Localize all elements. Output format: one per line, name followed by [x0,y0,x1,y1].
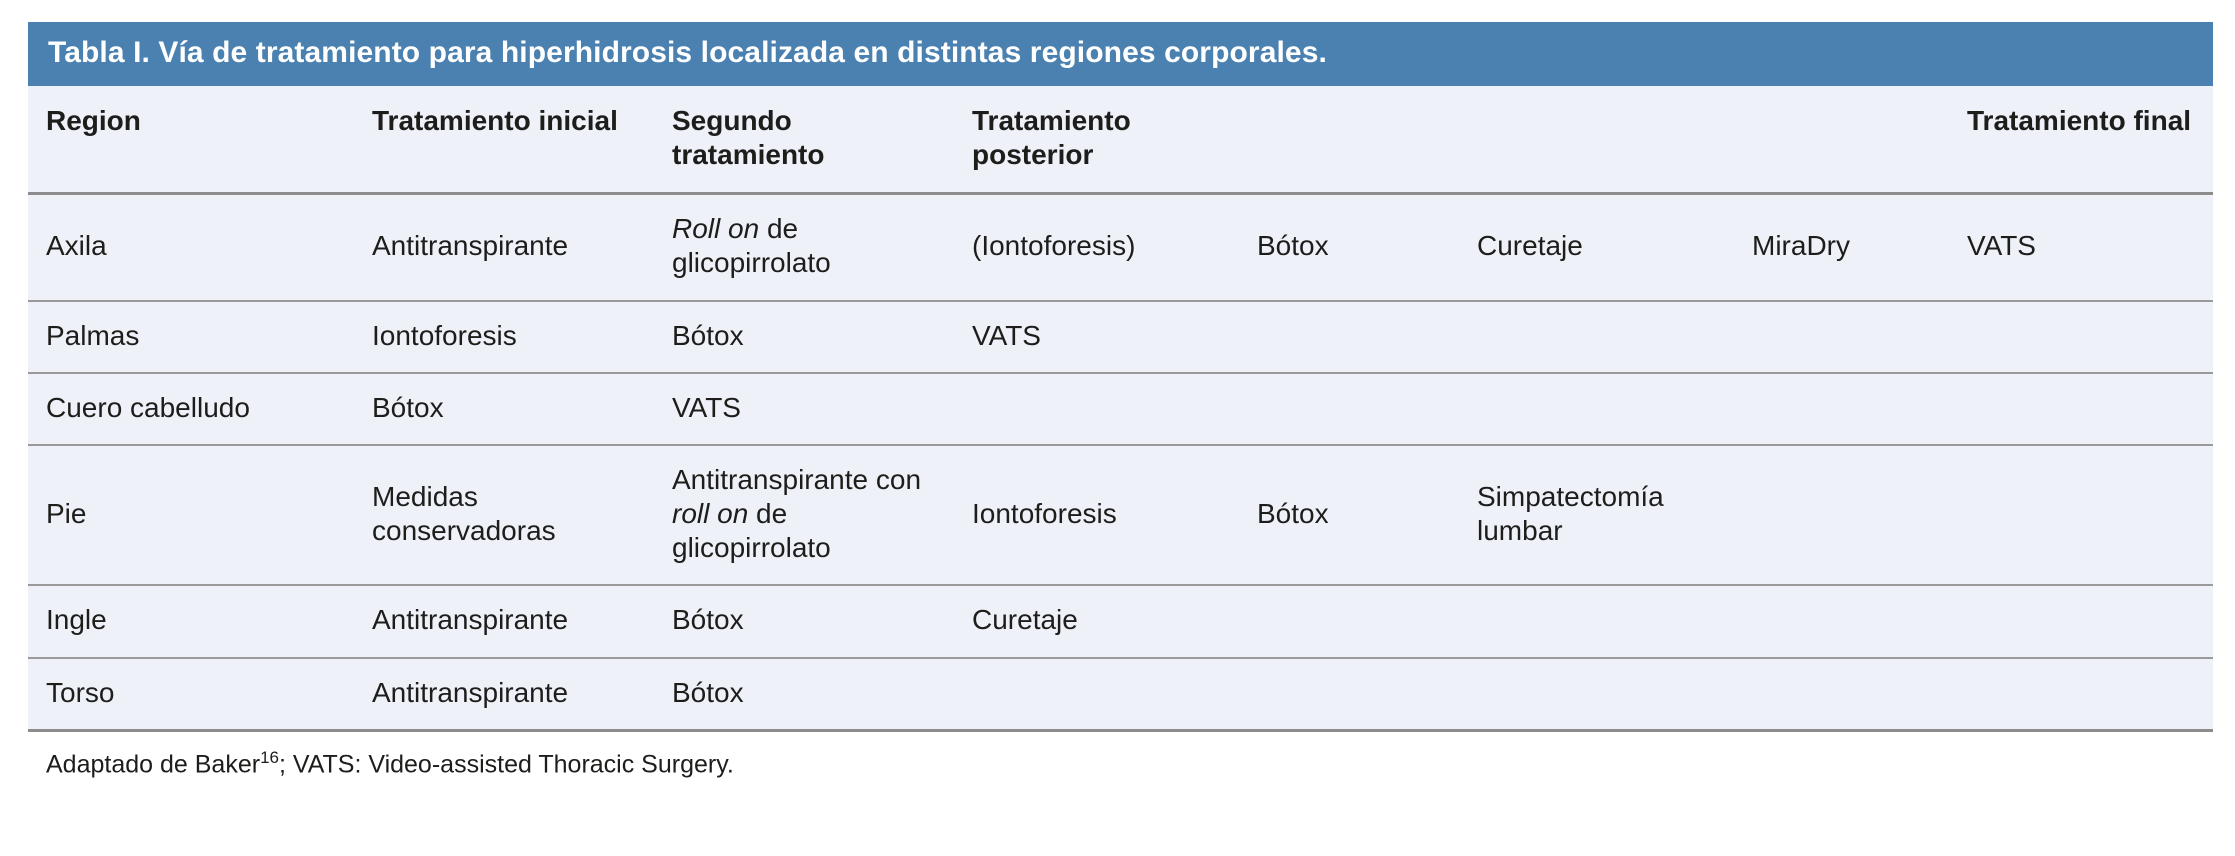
table-footnote [28,732,2213,779]
row-cell [1243,658,1463,731]
row-cell: VATS [658,373,958,445]
row-region: Cuero cabelludo [28,373,358,445]
row-cell: Antitranspirante [358,658,658,731]
column-header-second-treatment: Segundo tratamiento [658,86,958,194]
row-cell [1463,301,1738,373]
row-cell: Curetaje [958,585,1243,657]
row-cell: VATS [1953,194,2213,301]
row-cell [1738,445,1953,585]
row-cell [1953,585,2213,657]
table-row [28,194,2213,301]
row-cell [1738,658,1953,731]
row-cell: Curetaje [1463,194,1738,301]
row-cell: Bótox [658,585,958,657]
row-cell [1738,301,1953,373]
footnote-reference: 16 [260,747,279,767]
footnote-lead: Adaptado de Baker [46,750,261,779]
table-row [28,585,2213,657]
column-header-final-treatment: Tratamiento final [1953,86,2213,194]
column-header-blank-3 [1738,86,1953,194]
row-cell [1953,373,2213,445]
row-region: Torso [28,658,358,731]
row-cell [1953,301,2213,373]
row-region: Axila [28,194,358,301]
table-row [28,373,2213,445]
row-cell [1738,373,1953,445]
row-cell [958,658,1243,731]
row-region: Pie [28,445,358,585]
row-cell [1953,445,2213,585]
column-header-blank-2 [1463,86,1738,194]
row-cell: Iontoforesis [958,445,1243,585]
row-cell [1953,658,2213,731]
row-cell: Bótox [1243,445,1463,585]
row-cell [1463,585,1738,657]
row-cell [1463,373,1738,445]
row-cell: (Iontoforesis) [958,194,1243,301]
row-cell: Antitranspirante [358,194,658,301]
row-cell [1738,585,1953,657]
row-cell [958,373,1243,445]
row-cell: Simpatectomía lumbar [1463,445,1738,585]
row-cell: Antitranspirante [358,585,658,657]
row-cell: Antitranspirante con roll on de glicopirrolato [658,445,958,585]
header-row [28,86,2213,194]
column-header-subsequent-treatment: Tratamiento posterior [958,86,1243,194]
column-header-region: Region [28,86,358,194]
table-row [28,301,2213,373]
row-cell [1463,658,1738,731]
row-cell: MiraDry [1738,194,1953,301]
row-region: Ingle [28,585,358,657]
row-cell: Bótox [658,658,958,731]
row-cell: Bótox [658,301,958,373]
row-cell: Roll on de glicopirrolato [658,194,958,301]
table-header [28,86,2213,194]
table-row [28,658,2213,731]
table-caption: Tabla I. Vía de tratamiento para hiperhidrosis localizada en distintas regiones corporales. [28,22,2213,86]
column-header-blank-1 [1243,86,1463,194]
footnote-tail: ; VATS: Video-assisted Thoracic Surgery. [278,750,734,779]
row-region: Palmas [28,301,358,373]
row-cell: Bótox [1243,194,1463,301]
row-cell [1243,301,1463,373]
row-cell: Bótox [358,373,658,445]
treatment-pathway-table [28,22,2213,779]
row-cell [1243,585,1463,657]
column-header-initial-treatment: Tratamiento inicial [358,86,658,194]
row-cell [1243,373,1463,445]
data-table [28,86,2213,732]
row-cell: Iontoforesis [358,301,658,373]
table-body [28,194,2213,730]
row-cell: Medidas conservadoras [358,445,658,585]
row-cell: VATS [958,301,1243,373]
table-row [28,445,2213,585]
